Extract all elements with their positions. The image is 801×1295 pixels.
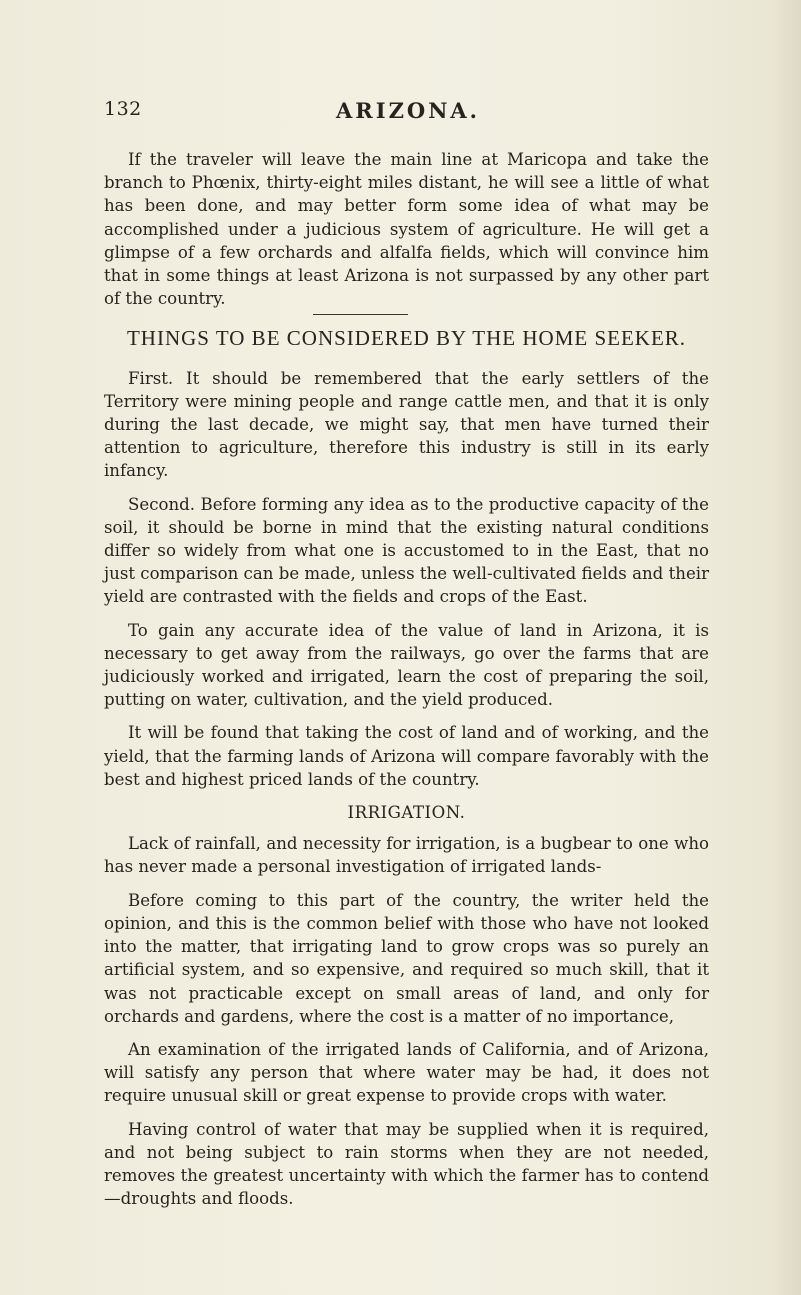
section-heading-home-seeker: THINGS TO BE CONSIDERED BY THE HOME SEEKER. xyxy=(126,326,687,351)
paragraph-rainfall: Lack of rainfall, and necessity for irrigation, is a bugbear to one who has never made a personal investigation of irrigated lands- xyxy=(104,834,709,877)
page-edge-shadow xyxy=(771,0,801,1295)
paragraph-water-control: Having control of water that may be supplied when it is required, and not being subject to rain storms when they are not needed, removes the greatest uncertainty with which the farmer has to contend—droughts and floods. xyxy=(104,1119,709,1209)
paragraph-compare: It will be found that taking the cost of land and of working, and the yield, that the farming lands of Arizona will compare favorably with the best and highest priced lands of the country. xyxy=(104,723,709,789)
page-header-title: ARIZONA. xyxy=(336,98,480,123)
intro-paragraph: If the traveler will leave the main line at Maricopa and take the branch to Phœnix, thirty-eight miles distant, he will see a little of what has been done, and may better form some idea of what may be accomplished under a judicious system of agriculture. He will get a glimpse of a few orchards and alfalfa fields, which will convince him that in some things at least Arizona is not surpassed by any other part of the country. xyxy=(104,150,709,309)
paragraph-examination: An examination of the irrigated lands of California, and of Arizona, will satisfy any person that where water may be had, it does not require unusual skill or great expense to provide crops with water. xyxy=(104,1039,709,1106)
page-number: 132 xyxy=(104,98,142,120)
paragraph-writer-opinion: Before coming to this part of the country, the writer held the opinion, and this is the common belief with those who have not looked into the matter, that irrigating land to grow crops was so purely an artificial system, and so expensive, and required so much skill, that it was not practicable except on small areas of land, and only for orchards and gardens, where the cost is a matter of no importance, xyxy=(104,890,709,1026)
running-head xyxy=(104,98,704,128)
paragraph-land-value: To gain any accurate idea of the value of land in Arizona, it is necessary to get away from the railways, go over the farms that are judiciously worked and irrigated, learn the cost of preparing the soil, putting on water, cultivation, and the yield produced. xyxy=(104,620,709,710)
page-body xyxy=(104,148,709,1220)
section-divider-rule xyxy=(313,314,408,315)
paragraph-first: First. It should be remembered that the early settlers of the Territory were mining people and range cattle men, and that it is only during the last decade, we might say, that men have turned their attention to agriculture, therefore this industry is still in its early infancy. xyxy=(104,368,709,481)
section-heading-irrigation: IRRIGATION. xyxy=(347,803,466,823)
paragraph-second: Second. Before forming any idea as to the productive capacity of the soil, it should be borne in mind that the existing natural conditions differ so widely from what one is accustomed to in the East, that no just comparison can be made, unless the well-cultivated fields and their yield are contrasted with the fields and crops of the East. xyxy=(104,494,709,607)
